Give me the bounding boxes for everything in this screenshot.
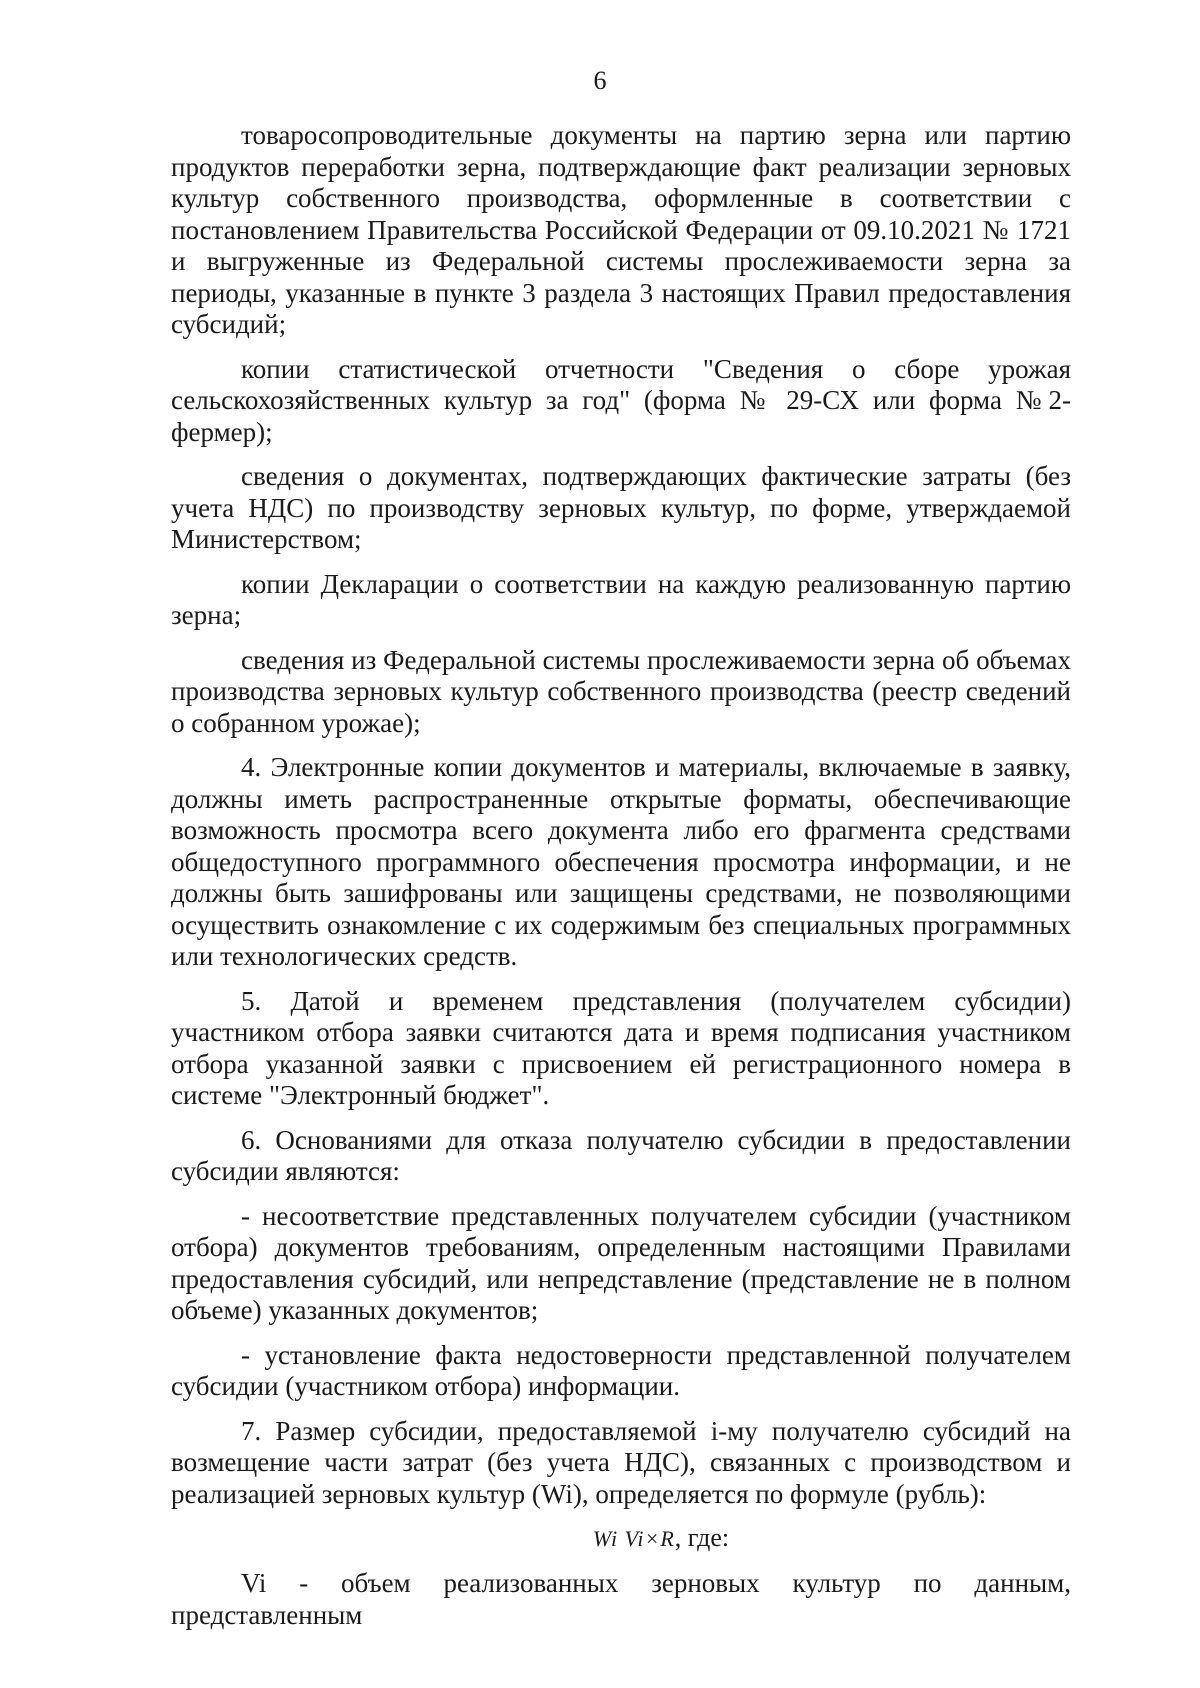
page-number: 6 <box>593 66 607 95</box>
paragraph-refusal-grounds: 6. Основаниями для отказа получателю субсидии в предоставлении субсидии являются: <box>171 1124 1071 1186</box>
paragraph-refusal-mismatch: - несоответствие представленных получателем субсидии (участником отбора) документов требованиям, определенным настоящими Правилами предоставления субсидий, или непредставление (представление не в полном объеме) указанных документов; <box>171 1200 1071 1325</box>
paragraph-subsidy-size: 7. Размер субсидии, предоставляемой i-му получателю субсидий на возмещение части затрат (без учета НДС), связанных с производством и реализацией зерновых культур (Wi), определяется по формуле (рубль): <box>171 1415 1071 1509</box>
formula-expression: Wi Vi×R <box>592 1526 675 1551</box>
paragraph-shipping-documents: товаросопроводительные документы на партию зерна или партию продуктов переработки зерна, подтверждающие факт реализации зерновых культур собственного производства, оформленные в соответствии с постановлением Правительства Российской Федерации от 09.10.2021 № 1721 и выгруженные из Федеральной системы прослеживаемости зерна за периоды, указанные в пункте 3 раздела 3 настоящих Правил предоставления субсидий; <box>171 120 1071 339</box>
paragraph-refusal-inaccuracy: - установление факта недостоверности представленной получателем субсидии (участником отбора) информации. <box>171 1339 1071 1401</box>
formula-suffix: , где: <box>674 1523 730 1552</box>
paragraph-statistical-reports: копии статистической отчетности "Сведения о сборе урожая сельскохозяйственных культур за год" (форма № 29-СХ или форма №2-фермер); <box>171 353 1071 447</box>
paragraph-vi-definition: Vi - объем реализованных зерновых культур по данным, представленным <box>171 1568 1071 1630</box>
subsidy-formula <box>171 1523 1071 1554</box>
paragraph-submission-date: 5. Датой и временем представления (получателем субсидии) участником отбора заявки считаются дата и время подписания участником отбора указанной заявки с присвоением ей регистрационного номера в системе "Электронный бюджет". <box>171 985 1071 1110</box>
paragraph-traceability-info: сведения из Федеральной системы прослеживаемости зерна об объемах производства зерновых культур собственного производства (реестр сведений о собранном урожае); <box>171 644 1071 738</box>
paragraph-electronic-copies: 4. Электронные копии документов и материалы, включаемые в заявку, должны иметь распространенные открытые форматы, обеспечивающие возможность просмотра всего документа либо его фрагмента средствами общедоступного программного обеспечения просмотра информации, и не должны быть зашифрованы или защищены средствами, не позволяющими осуществить ознакомление с их содержимым без специальных программных или технологических средств. <box>171 752 1071 971</box>
paragraph-actual-costs: сведения о документах, подтверждающих фактические затраты (без учета НДС) по производству зерновых культур, по форме, утверждаемой Министерством; <box>171 461 1071 554</box>
document-body <box>171 120 1071 1644</box>
paragraph-declaration-copies: копии Декларации о соответствии на каждую реализованную партию зерна; <box>171 568 1071 630</box>
